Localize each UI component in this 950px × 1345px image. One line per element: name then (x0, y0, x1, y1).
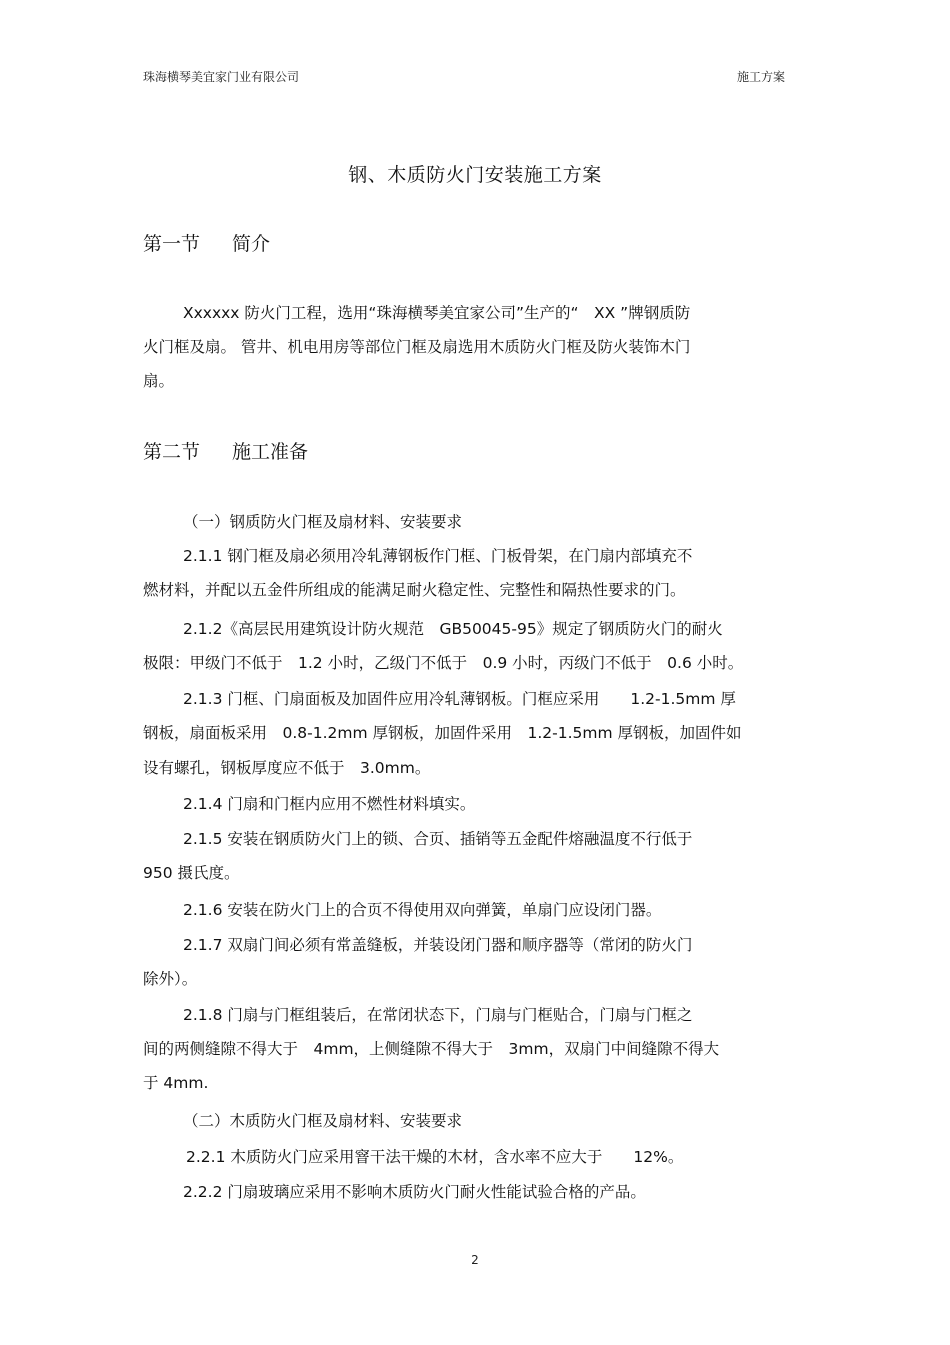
clause-line: 2.1.5 安装在钢质防火门上的锁、合页、插销等五金配件熔融温度不行低于 (183, 830, 693, 848)
clause-line: 2.1.3 门框、门扇面板及加固件应用冷轧薄钢板。门框应采用 1.2-1.5mm 厚 (183, 690, 736, 708)
document-title: 钢、木质防火门安装施工方案 (348, 164, 602, 186)
section-2-heading (143, 437, 308, 464)
section-1-heading (143, 229, 270, 256)
clause-line: 2.1.8 门扇与门框组装后，在常闭状态下，门扇与门框贴合，门扇与门框之 (183, 1006, 693, 1024)
clause-line: 2.1.6 安装在防火门上的合页不得使用双向弹簧，单扇门应设闭门器。 (183, 901, 662, 919)
clause-line: 于 4mm. (143, 1074, 209, 1092)
clause-line: 2.1.7 双扇门间必须有常盖缝板，并装设闭门器和顺序器等（常闭的防火门 (183, 936, 693, 954)
clause-line: 2.1.2《高层民用建筑设计防火规范 GB50045-95》规定了钢质防火门的耐火 (183, 620, 723, 638)
header-doc-type: 施工方案 (737, 70, 786, 84)
clause-line: 极限：甲级门不低于 1.2 小时，乙级门不低于 0.9 小时，丙级门不低于 0.6 小时。 (143, 654, 744, 672)
clause-line: 除外）。 (143, 970, 198, 988)
clause-line: 2.2.2 门扇玻璃应采用不影响木质防火门耐火性能试验合格的产品。 (183, 1183, 646, 1201)
clause-line: 950 摄氏度。 (143, 864, 240, 882)
section-1-name: 简介 (232, 233, 271, 255)
header-company: 珠海横琴美宜家门业有限公司 (143, 70, 300, 84)
clause-line: 燃材料，并配以五金件所组成的能满足耐火稳定性、完整性和隔热性要求的门。 (143, 581, 686, 599)
clause-line: 设有螺孔，钢板厚度应不低于 3.0mm。 (143, 759, 431, 777)
clause-line: 间的两侧缝隙不得大于 4mm，上侧缝隙不得大于 3mm，双扇门中间缝隙不得大 (143, 1040, 720, 1058)
clause-line: 2.1.4 门扇和门框内应用不燃性材料填实。 (183, 795, 476, 813)
page-number: 2 (471, 1253, 479, 1267)
clause-line: 2.1.1 钢门框及扇必须用冷轧薄钢板作门框、门板骨架，在门扇内部填充不 (183, 547, 693, 565)
section-1-line: Xxxxxx 防火门工程，选用“珠海横琴美宜家公司”生产的“ XX ”牌钢质防 (183, 304, 691, 322)
section-1-number: 第一节 (143, 233, 201, 255)
subsection-heading: （一）钢质防火门框及扇材料、安装要求 (183, 513, 463, 531)
clause-line: 2.2.1 木质防火门应采用窨干法干燥的木材，含水率不应大于 12%。 (186, 1148, 684, 1166)
section-2-name: 施工准备 (232, 441, 309, 463)
subsection-heading: （二）木质防火门框及扇材料、安装要求 (183, 1112, 463, 1130)
section-1-line: 扇。 (143, 372, 175, 390)
section-2-number: 第二节 (143, 441, 201, 463)
section-1-line: 火门框及扇。 管井、机电用房等部位门框及扇选用木质防火门框及防火装饰木门 (143, 338, 691, 356)
clause-line: 钢板，扇面板采用 0.8-1.2mm 厚钢板，加固件采用 1.2-1.5mm 厚钢板，加固件如 (143, 724, 742, 742)
